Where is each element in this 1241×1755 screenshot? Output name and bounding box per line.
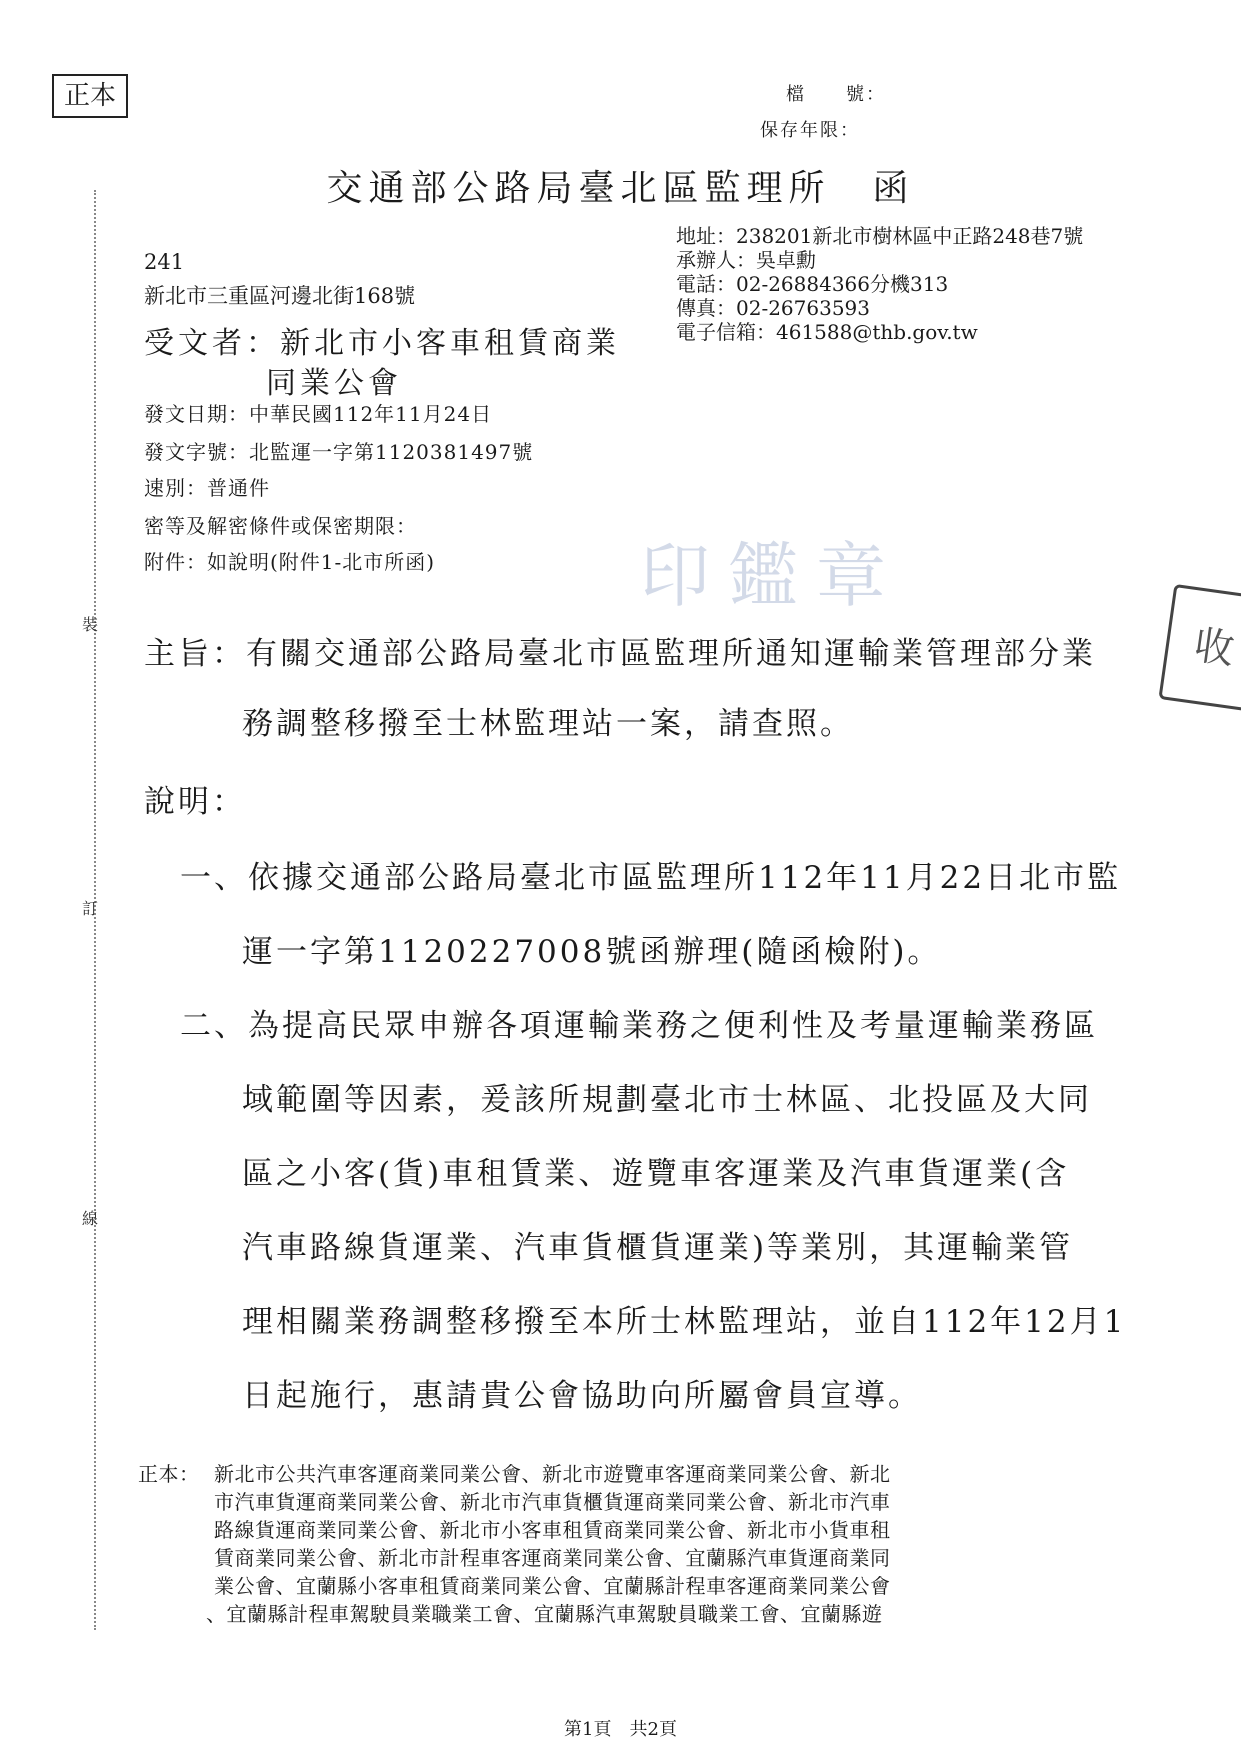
item1-line2: 運一字第1120227008號函辦理(隨函檢附)。 <box>242 934 942 970</box>
subject-line1: 主旨：有關交通部公路局臺北市區監理所通知運輸業管理部分業 <box>144 636 1096 672</box>
original-copy-stamp: 正本 <box>52 74 128 118</box>
binding-mark-middle: 訂 <box>82 899 99 918</box>
copies-line: 路線貨運商業同業公會、新北市小客車租賃商業同業公會、新北市小貨車租 <box>214 1518 891 1542</box>
copies-line: 業公會、宜蘭縣小客車租賃商業同業公會、宜蘭縣計程車客運商業同業公會 <box>214 1574 891 1598</box>
sender-handler: 承辦人：吳卓勳 <box>676 248 816 272</box>
item2-line6: 日起施行，惠請貴公會協助向所屬會員宣導。 <box>242 1378 922 1414</box>
binding-mark-top: 裝 <box>82 615 99 634</box>
speed-class: 速別：普通件 <box>144 476 270 500</box>
sender-fax: 傳真：02-26763593 <box>676 296 871 320</box>
file-number-label: 檔 號： <box>786 84 886 105</box>
recipient-zip: 241 <box>144 250 185 274</box>
item2-line5: 理相關業務調整移撥至本所士林監理站，並自112年12月1 <box>242 1304 1127 1340</box>
recipient-street: 新北市三重區河邊北街168號 <box>144 284 416 308</box>
sender-email: 電子信箱：461588@thb.gov.tw <box>676 320 978 344</box>
page-number: 第1頁 共2頁 <box>564 1719 677 1740</box>
item2-line2: 域範圍等因素，爰該所規劃臺北市士林區、北投區及大同 <box>242 1082 1092 1118</box>
sender-phone: 電話：02-26884366分機313 <box>676 272 949 296</box>
document-number: 發文字號：北監運一字第1120381497號 <box>144 440 534 464</box>
copies-line: 賃商業同業公會、新北市計程車客運商業同業公會、宜蘭縣汽車貨運商業同 <box>214 1546 891 1570</box>
retention-label: 保存年限： <box>760 120 860 141</box>
item2-line1: 二、為提高民眾申辦各項運輸業務之便利性及考量運輸業務區 <box>180 1008 1098 1044</box>
item2-line4: 汽車路線貨運業、汽車貨櫃貨運業)等業別，其運輸業管 <box>242 1230 1074 1266</box>
explanation-label: 說明： <box>144 784 246 820</box>
edge-received-stamp: 收 <box>1158 584 1241 712</box>
attachment-note: 附件：如說明(附件1-北市所函) <box>144 550 436 574</box>
item1-line1: 一、依據交通部公路局臺北市區監理所112年11月22日北市監 <box>180 860 1122 896</box>
recipient-line1: 受文者：新北市小客車租賃商業 <box>144 326 620 361</box>
issue-date: 發文日期：中華民國112年11月24日 <box>144 402 493 426</box>
copies-label: 正本： <box>138 1462 200 1486</box>
copies-line: 、宜蘭縣計程車駕駛員業職業工會、宜蘭縣汽車駕駛員職業工會、宜蘭縣遊 <box>206 1602 883 1626</box>
recipient-line2: 同業公會 <box>266 366 402 401</box>
copies-line: 市汽車貨運商業同業公會、新北市汽車貨櫃貨運商業同業公會、新北市汽車 <box>214 1490 891 1514</box>
copies-line: 新北市公共汽車客運商業同業公會、新北市遊覽車客運商業同業公會、新北 <box>214 1462 891 1486</box>
secrecy-level: 密等及解密條件或保密期限： <box>144 514 417 538</box>
subject-line2: 務調整移撥至士林監理站一案，請查照。 <box>242 706 854 742</box>
item2-line3: 區之小客(貨)車租賃業、遊覽車客運業及汽車貨運業(含 <box>242 1156 1070 1192</box>
binding-mark-bottom: 線 <box>82 1209 99 1228</box>
document-title: 交通部公路局臺北區監理所 函 <box>326 168 915 209</box>
sender-address: 地址：238201新北市樹林區中正路248巷7號 <box>676 224 1084 248</box>
faded-seal-stamp: 印鑑章 <box>640 535 904 617</box>
